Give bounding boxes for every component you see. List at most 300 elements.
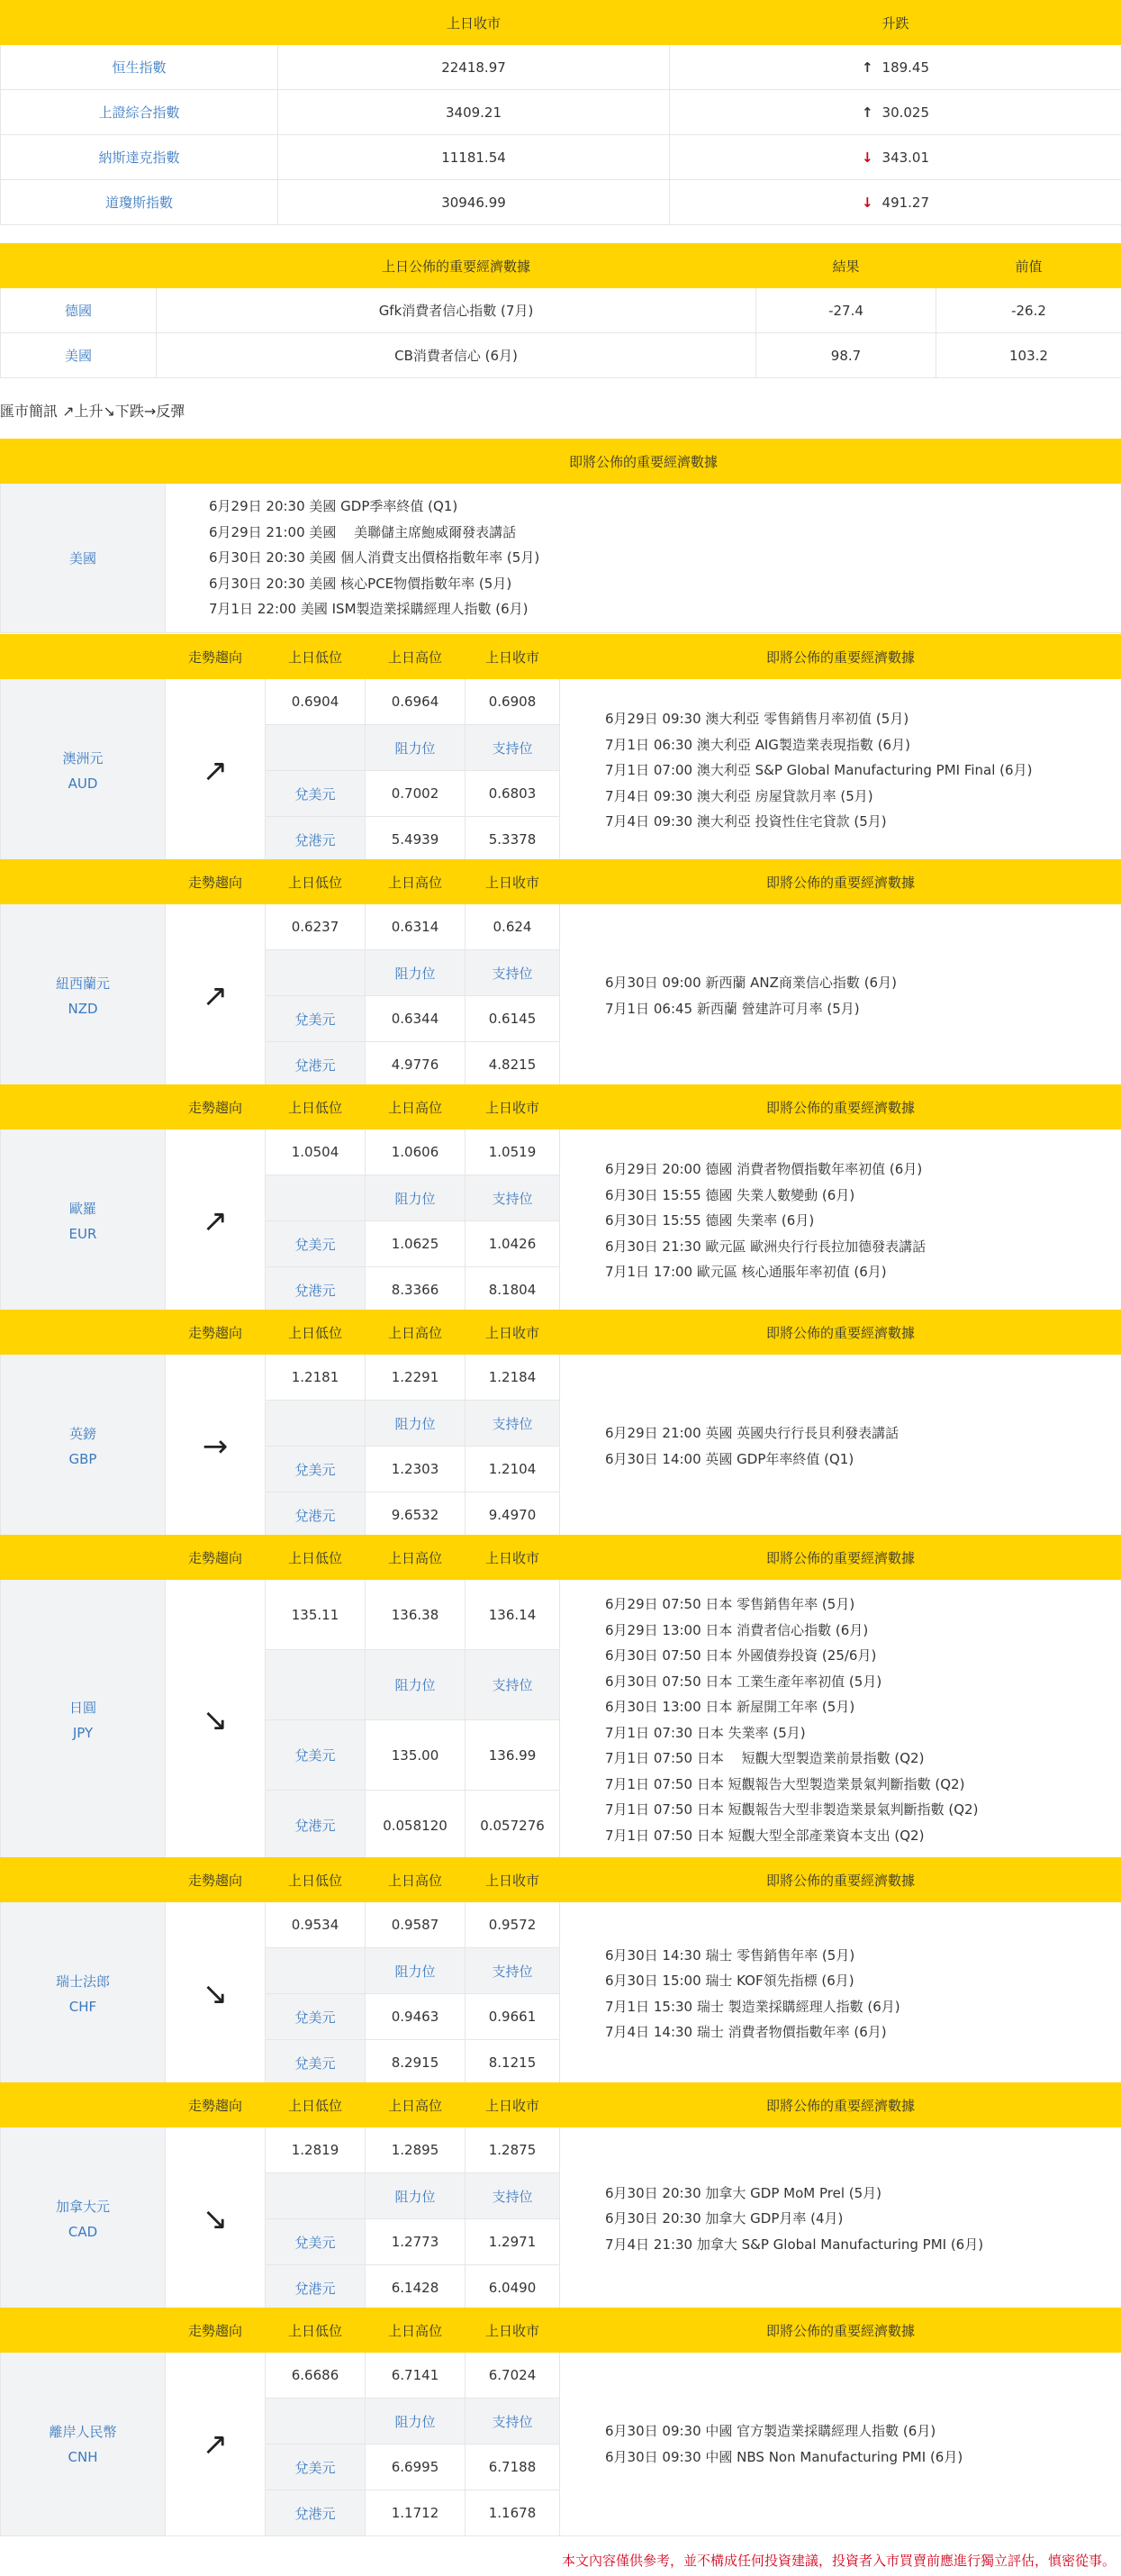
- currency-header-row: [1, 1311, 1121, 1355]
- support-value: 1.0426: [466, 1221, 560, 1267]
- header-blank: [1, 1085, 166, 1129]
- prev-close: 0.624: [466, 904, 560, 950]
- cross-label: 兌港元: [266, 2265, 366, 2311]
- event-item: 7月1日 17:00 歐元區 核心通脹年率初值 (6月): [605, 1264, 887, 1281]
- header-close: 上日收市: [466, 2308, 560, 2353]
- us-header-blank: [1, 440, 166, 484]
- header-blank: [1, 860, 166, 904]
- resistance-value: 0.6344: [366, 996, 466, 1042]
- currency-name: 日圓: [68, 1699, 96, 1716]
- currency-block: [0, 1084, 1121, 1313]
- arrow-down-icon: ↓: [861, 149, 873, 166]
- arrow-up-icon: ↑: [861, 104, 873, 121]
- index-close: 3409.21: [278, 90, 670, 135]
- prev-close: 1.0519: [466, 1129, 560, 1175]
- resistance-value: 0.058120: [366, 1791, 466, 1861]
- resistance-value: 1.0625: [366, 1221, 466, 1267]
- resistance-value: 135.00: [366, 1720, 466, 1791]
- support-label: 支持位: [466, 2399, 560, 2444]
- header-high: 上日高位: [366, 2083, 466, 2127]
- indices-header-row: [1, 1, 1121, 45]
- event-item: 7月4日 21:30 加拿大 S&P Global Manufacturing PMI (6月): [605, 2236, 984, 2253]
- cross-label: 兌美元: [266, 1994, 366, 2040]
- prev-high: 136.38: [366, 1580, 466, 1650]
- index-change: 491.27: [881, 194, 930, 211]
- resistance-label: 阻力位: [366, 950, 466, 996]
- currency-name-cell: [1, 1355, 166, 1538]
- prev-close: 0.6908: [466, 679, 560, 725]
- currency-block: [0, 1310, 1121, 1538]
- cross-label: 兌美元: [266, 771, 366, 817]
- event-item: 7月1日 07:50 日本 短觀大型製造業前景指數 (Q2): [605, 1750, 925, 1766]
- trend-arrow-icon: ↗: [166, 2353, 266, 2536]
- econ-prev-table: [0, 243, 1121, 378]
- currency-name: 澳洲元: [62, 749, 104, 766]
- index-close: 30946.99: [278, 180, 670, 225]
- index-close: 11181.54: [278, 135, 670, 180]
- currency-name-cell: [1, 1129, 166, 1313]
- header-close: 上日收市: [466, 1858, 560, 1902]
- econ-prev-header-row: [1, 244, 1121, 288]
- prev-close: 6.7024: [466, 2353, 560, 2399]
- prev-high: 0.6964: [366, 679, 466, 725]
- resistance-label: 阻力位: [366, 2173, 466, 2219]
- event-item: 6月29日 21:00 英國 英國央行行長貝利發表講話: [605, 1425, 900, 1441]
- currency-code: NZD: [68, 1000, 98, 1017]
- header-high: 上日高位: [366, 1858, 466, 1902]
- currency-name-cell: [1, 904, 166, 1088]
- index-change-cell: [670, 90, 1121, 135]
- prev-low: 6.6686: [266, 2353, 366, 2399]
- event-item: 6月30日 09:30 中國 官方製造業採購經理人指數 (6月): [605, 2423, 936, 2439]
- resistance-value: 0.7002: [366, 771, 466, 817]
- econ-prev-header-prev: 前值: [936, 244, 1121, 288]
- event-item: 7月1日 15:30 瑞士 製造業採購經理人指數 (6月): [605, 1998, 900, 2015]
- header-low: 上日低位: [266, 1536, 366, 1580]
- resistance-label: 阻力位: [366, 725, 466, 771]
- cross-label: 兌美元: [266, 2219, 366, 2265]
- trend-arrow-icon: ↗: [166, 679, 266, 863]
- resistance-value: 1.1712: [366, 2490, 466, 2536]
- currency-block: [0, 2082, 1121, 2311]
- support-value: 0.6145: [466, 996, 560, 1042]
- header-blank: [1, 1311, 166, 1355]
- currency-block: [0, 1535, 1121, 1861]
- header-upcoming: 即將公佈的重要經濟數據: [560, 860, 1121, 904]
- econ-prev-row: [1, 333, 1121, 378]
- index-change: 189.45: [881, 59, 930, 76]
- index-name: 恒生指數: [1, 45, 278, 90]
- levels-blank: [266, 2399, 366, 2444]
- event-item: 6月30日 09:00 新西蘭 ANZ商業信心指數 (6月): [605, 975, 897, 991]
- econ-prev-header-result: 結果: [756, 244, 936, 288]
- currency-name: 英鎊: [68, 1425, 96, 1442]
- cross-label: 兌美元: [266, 2040, 366, 2086]
- event-item: 6月29日 20:00 德國 消費者物價指數年率初值 (6月): [605, 1161, 923, 1178]
- us-upcoming-row: [1, 484, 1121, 633]
- currency-header-row: [1, 2083, 1121, 2127]
- support-label: 支持位: [466, 1650, 560, 1720]
- econ-result: 98.7: [756, 333, 936, 378]
- econ-country: 美國: [1, 333, 157, 378]
- econ-prev-value: 103.2: [936, 333, 1121, 378]
- header-trend: 走勢趨向: [166, 860, 266, 904]
- header-blank: [1, 1536, 166, 1580]
- currency-row-prices: [1, 1129, 1121, 1175]
- resistance-value: 1.2303: [366, 1447, 466, 1492]
- header-high: 上日高位: [366, 2308, 466, 2353]
- currency-row-prices: [1, 904, 1121, 950]
- levels-blank: [266, 725, 366, 771]
- header-close: 上日收市: [466, 635, 560, 679]
- resistance-value: 0.9463: [366, 1994, 466, 2040]
- event-item: 6月30日 07:50 日本 工業生產年率初值 (5月): [605, 1673, 882, 1690]
- support-label: 支持位: [466, 725, 560, 771]
- index-close: 22418.97: [278, 45, 670, 90]
- header-high: 上日高位: [366, 1536, 466, 1580]
- event-item: 6月29日 13:00 日本 消費者信心指數 (6月): [605, 1621, 869, 1638]
- header-high: 上日高位: [366, 1085, 466, 1129]
- index-row: [1, 180, 1121, 225]
- event-item: 7月1日 07:50 日本 短觀報告大型非製造業景氣判斷指數 (Q2): [605, 1801, 979, 1818]
- header-low: 上日低位: [266, 1085, 366, 1129]
- support-label: 支持位: [466, 1401, 560, 1447]
- header-upcoming: 即將公佈的重要經濟數據: [560, 1311, 1121, 1355]
- prev-low: 0.6237: [266, 904, 366, 950]
- levels-blank: [266, 1175, 366, 1221]
- cross-label: 兌港元: [266, 817, 366, 863]
- header-trend: 走勢趨向: [166, 1536, 266, 1580]
- prev-close: 0.9572: [466, 1902, 560, 1948]
- prev-close: 136.14: [466, 1580, 560, 1650]
- econ-prev-row: [1, 288, 1121, 333]
- support-value: 8.1215: [466, 2040, 560, 2086]
- currency-block: [0, 634, 1121, 863]
- currency-header-row: [1, 860, 1121, 904]
- resistance-value: 1.2773: [366, 2219, 466, 2265]
- levels-blank: [266, 1948, 366, 1994]
- support-value: 9.4970: [466, 1492, 560, 1538]
- resistance-value: 6.1428: [366, 2265, 466, 2311]
- header-trend: 走勢趨向: [166, 635, 266, 679]
- us-event: 6月29日 20:30 美國 GDP季率終值 (Q1): [209, 498, 458, 515]
- header-low: 上日低位: [266, 2308, 366, 2353]
- currency-name: 加拿大元: [55, 2198, 110, 2215]
- upcoming-events: [560, 679, 1121, 863]
- header-trend: 走勢趨向: [166, 2083, 266, 2127]
- econ-country: 德國: [1, 288, 157, 333]
- header-low: 上日低位: [266, 2083, 366, 2127]
- indices-table: [0, 0, 1121, 225]
- indices-header-close: 上日收市: [278, 1, 670, 45]
- header-upcoming: 即將公佈的重要經濟數據: [560, 2083, 1121, 2127]
- resistance-label: 阻力位: [366, 1175, 466, 1221]
- currency-header-row: [1, 1085, 1121, 1129]
- header-trend: 走勢趨向: [166, 2308, 266, 2353]
- index-change: 30.025: [881, 104, 930, 121]
- event-item: 7月4日 09:30 澳大利亞 房屋貸款月率 (5月): [605, 787, 873, 804]
- currency-row-prices: [1, 1902, 1121, 1948]
- prev-low: 135.11: [266, 1580, 366, 1650]
- header-high: 上日高位: [366, 635, 466, 679]
- currency-name-cell: [1, 2353, 166, 2536]
- currency-code: CAD: [68, 2223, 98, 2240]
- support-label: 支持位: [466, 1948, 560, 1994]
- prev-high: 1.2895: [366, 2127, 466, 2173]
- event-item: 7月4日 14:30 瑞士 消費者物價指數年率 (6月): [605, 2024, 887, 2040]
- header-upcoming: 即將公佈的重要經濟數據: [560, 1858, 1121, 1902]
- prev-high: 1.0606: [366, 1129, 466, 1175]
- support-value: 4.8215: [466, 1042, 560, 1088]
- support-value: 0.6803: [466, 771, 560, 817]
- upcoming-events: [560, 1355, 1121, 1538]
- event-item: 6月30日 15:55 德國 失業人數變動 (6月): [605, 1186, 855, 1203]
- event-item: 7月1日 07:50 日本 短觀報告大型製造業景氣判斷指數 (Q2): [605, 1775, 965, 1792]
- index-name: 納斯達克指數: [1, 135, 278, 180]
- resistance-label: 阻力位: [366, 1401, 466, 1447]
- index-name: 上證綜合指數: [1, 90, 278, 135]
- resistance-label: 阻力位: [366, 1650, 466, 1720]
- currency-name: 離岸人民幣: [49, 2423, 117, 2440]
- currency-row-prices: [1, 1580, 1121, 1650]
- header-upcoming: 即將公佈的重要經濟數據: [560, 1536, 1121, 1580]
- prev-high: 0.9587: [366, 1902, 466, 1948]
- resistance-value: 6.6995: [366, 2444, 466, 2490]
- currency-row-prices: [1, 2127, 1121, 2173]
- currency-name: 歐羅: [68, 1200, 96, 1217]
- event-item: 7月1日 07:00 澳大利亞 S&P Global Manufacturing PMI Final (6月): [605, 762, 1033, 779]
- us-upcoming-table: [0, 439, 1121, 633]
- header-upcoming: 即將公佈的重要經濟數據: [560, 1085, 1121, 1129]
- support-value: 0.9661: [466, 1994, 560, 2040]
- currency-header-row: [1, 2308, 1121, 2353]
- levels-blank: [266, 1650, 366, 1720]
- header-upcoming: 即將公佈的重要經濟數據: [560, 2308, 1121, 2353]
- resistance-label: 阻力位: [366, 1948, 466, 1994]
- header-high: 上日高位: [366, 860, 466, 904]
- header-blank: [1, 635, 166, 679]
- prev-high: 6.7141: [366, 2353, 466, 2399]
- us-event: 6月30日 20:30 美國 核心PCE物價指數年率 (5月): [209, 575, 512, 592]
- event-item: 7月1日 06:30 澳大利亞 AIG製造業表現指數 (6月): [605, 736, 910, 753]
- prev-close: 1.2875: [466, 2127, 560, 2173]
- support-value: 1.2104: [466, 1447, 560, 1492]
- support-value: 0.057276: [466, 1791, 560, 1861]
- currency-block: [0, 2308, 1121, 2536]
- prev-low: 0.9534: [266, 1902, 366, 1948]
- header-low: 上日低位: [266, 860, 366, 904]
- upcoming-events: [560, 2127, 1121, 2311]
- arrow-up-icon: ↑: [861, 59, 873, 76]
- us-event: 7月1日 22:00 美國 ISM製造業採購經理人指數 (6月): [209, 601, 529, 618]
- cross-label: 兌美元: [266, 1447, 366, 1492]
- resistance-value: 8.3366: [366, 1267, 466, 1313]
- event-item: 7月4日 09:30 澳大利亞 投資性住宅貸款 (5月): [605, 813, 887, 830]
- us-events-cell: [166, 484, 1121, 633]
- support-value: 5.3378: [466, 817, 560, 863]
- upcoming-events: [560, 1580, 1121, 1861]
- disclaimer: 本文內容僅供參考，並不構成任何投資建議，投資者入市買賣前應進行獨立評估，慎密從事。: [561, 2553, 1116, 2569]
- event-item: 7月1日 06:45 新西蘭 營建許可月率 (5月): [605, 1000, 860, 1017]
- currency-code: AUD: [68, 775, 98, 792]
- econ-item: Gfk消費者信心指數 (7月): [157, 288, 756, 333]
- event-item: 6月30日 13:00 日本 新屋開工年率 (5月): [605, 1699, 855, 1715]
- levels-blank: [266, 1401, 366, 1447]
- index-change-cell: [670, 180, 1121, 225]
- upcoming-events: [560, 1129, 1121, 1313]
- event-item: 6月30日 15:00 瑞士 KOF領先指標 (6月): [605, 1973, 854, 1989]
- trend-arrow-icon: ↘: [166, 1580, 266, 1861]
- currency-code: CHF: [68, 1998, 97, 2015]
- support-label: 支持位: [466, 2173, 560, 2219]
- resistance-value: 8.2915: [366, 2040, 466, 2086]
- currency-header-row: [1, 1858, 1121, 1902]
- index-change-cell: [670, 135, 1121, 180]
- currency-header-row: [1, 635, 1121, 679]
- header-blank: [1, 2083, 166, 2127]
- resistance-value: 5.4939: [366, 817, 466, 863]
- currency-code: JPY: [72, 1724, 94, 1741]
- trend-arrow-icon: ↗: [166, 1129, 266, 1313]
- currency-block: [0, 859, 1121, 1088]
- prev-high: 1.2291: [366, 1355, 466, 1401]
- upcoming-events: [560, 1902, 1121, 2086]
- index-row: [1, 135, 1121, 180]
- header-low: 上日低位: [266, 1311, 366, 1355]
- event-item: 6月30日 21:30 歐元區 歐洲央行行長拉加德發表講話: [605, 1238, 927, 1255]
- support-value: 1.1678: [466, 2490, 560, 2536]
- index-change: 343.01: [881, 149, 930, 166]
- index-row: [1, 90, 1121, 135]
- cross-label: 兌港元: [266, 2490, 366, 2536]
- cross-label: 兌美元: [266, 1720, 366, 1791]
- header-close: 上日收市: [466, 2083, 560, 2127]
- currency-row-prices: [1, 679, 1121, 725]
- resistance-value: 9.6532: [366, 1492, 466, 1538]
- event-item: 6月30日 14:00 英國 GDP年率終值 (Q1): [605, 1450, 854, 1467]
- index-name: 道瓊斯指數: [1, 180, 278, 225]
- event-item: 6月30日 07:50 日本 外國債券投資 (25/6月): [605, 1647, 877, 1664]
- support-value: 8.1804: [466, 1267, 560, 1313]
- header-close: 上日收市: [466, 1536, 560, 1580]
- currency-row-prices: [1, 2353, 1121, 2399]
- cross-label: 兌港元: [266, 1791, 366, 1861]
- cross-label: 兌港元: [266, 1267, 366, 1313]
- prev-low: 0.6904: [266, 679, 366, 725]
- header-low: 上日低位: [266, 1858, 366, 1902]
- event-item: 7月1日 07:30 日本 失業率 (5月): [605, 1724, 806, 1741]
- econ-prev-header-item: 上日公佈的重要經濟數據: [157, 244, 756, 288]
- support-value: 6.7188: [466, 2444, 560, 2490]
- header-upcoming: 即將公佈的重要經濟數據: [560, 635, 1121, 679]
- currency-name-cell: [1, 1902, 166, 2086]
- resistance-value: 4.9776: [366, 1042, 466, 1088]
- prev-low: 1.2819: [266, 2127, 366, 2173]
- header-trend: 走勢趨向: [166, 1085, 266, 1129]
- currency-code: GBP: [68, 1450, 97, 1467]
- header-high: 上日高位: [366, 1311, 466, 1355]
- header-blank: [1, 2308, 166, 2353]
- event-item: 6月30日 20:30 加拿大 GDP MoM Prel (5月): [605, 2184, 882, 2201]
- levels-blank: [266, 2173, 366, 2219]
- currency-row-prices: [1, 1355, 1121, 1401]
- prev-low: 1.0504: [266, 1129, 366, 1175]
- currency-name-cell: [1, 2127, 166, 2311]
- currency-header-row: [1, 1536, 1121, 1580]
- econ-item: CB消費者信心 (6月): [157, 333, 756, 378]
- levels-blank: [266, 950, 366, 996]
- header-trend: 走勢趨向: [166, 1311, 266, 1355]
- support-label: 支持位: [466, 1175, 560, 1221]
- arrow-down-icon: ↓: [861, 194, 873, 211]
- header-close: 上日收市: [466, 1311, 560, 1355]
- upcoming-events: [560, 2353, 1121, 2536]
- event-item: 6月30日 15:55 德國 失業率 (6月): [605, 1212, 815, 1229]
- econ-prev-value: -26.2: [936, 288, 1121, 333]
- cross-label: 兌美元: [266, 1221, 366, 1267]
- header-blank: [1, 1858, 166, 1902]
- us-upcoming-header: 即將公佈的重要經濟數據: [166, 440, 1121, 484]
- header-low: 上日低位: [266, 635, 366, 679]
- event-item: 7月1日 07:50 日本 短觀大型全部產業資本支出 (Q2): [605, 1827, 925, 1844]
- header-close: 上日收市: [466, 1085, 560, 1129]
- support-value: 136.99: [466, 1720, 560, 1791]
- support-value: 1.2971: [466, 2219, 560, 2265]
- cross-label: 兌美元: [266, 2444, 366, 2490]
- resistance-label: 阻力位: [366, 2399, 466, 2444]
- us-event: 6月29日 21:00 美國 美聯儲主席鮑威爾發表講話: [209, 523, 517, 540]
- prev-low: 1.2181: [266, 1355, 366, 1401]
- cross-label: 兌港元: [266, 1042, 366, 1088]
- trend-arrow-icon: →: [166, 1355, 266, 1538]
- support-label: 支持位: [466, 950, 560, 996]
- trend-arrow-icon: ↘: [166, 1902, 266, 2086]
- cross-label: 兌美元: [266, 996, 366, 1042]
- currency-code: EUR: [68, 1225, 97, 1242]
- currency-name: 瑞士法郎: [55, 1973, 110, 1990]
- indices-header-blank: [1, 1, 278, 45]
- currency-name-cell: [1, 679, 166, 863]
- us-upcoming-header-row: [1, 440, 1121, 484]
- prev-high: 0.6314: [366, 904, 466, 950]
- currency-name: 紐西蘭元: [55, 975, 110, 992]
- upcoming-events: [560, 904, 1121, 1088]
- prev-close: 1.2184: [466, 1355, 560, 1401]
- us-country: 美國: [1, 484, 166, 633]
- header-trend: 走勢趨向: [166, 1858, 266, 1902]
- event-item: 6月30日 14:30 瑞士 零售銷售年率 (5月): [605, 1946, 855, 1964]
- index-row: [1, 45, 1121, 90]
- us-event: 6月30日 20:30 美國 個人消費支出價格指數年率 (5月): [209, 549, 540, 567]
- event-item: 6月29日 09:30 澳大利亞 零售銷售月率初值 (5月): [605, 711, 909, 728]
- currency-name-cell: [1, 1580, 166, 1861]
- fx-brief-legend: 匯市簡訊 ↗上升↘下跌→反彈: [0, 403, 185, 420]
- cross-label: 兌港元: [266, 1492, 366, 1538]
- indices-header-change: 升跌: [670, 1, 1121, 45]
- econ-prev-header-blank: [1, 244, 157, 288]
- event-item: 6月30日 09:30 中國 NBS Non Manufacturing PMI (6月): [605, 2448, 963, 2465]
- trend-arrow-icon: ↗: [166, 904, 266, 1088]
- currency-block: [0, 1857, 1121, 2086]
- econ-result: -27.4: [756, 288, 936, 333]
- currency-code: CNH: [68, 2448, 98, 2465]
- event-item: 6月29日 07:50 日本 零售銷售年率 (5月): [605, 1596, 855, 1612]
- header-close: 上日收市: [466, 860, 560, 904]
- support-value: 6.0490: [466, 2265, 560, 2311]
- index-change-cell: [670, 45, 1121, 90]
- event-item: 6月30日 20:30 加拿大 GDP月率 (4月): [605, 2210, 844, 2227]
- trend-arrow-icon: ↘: [166, 2127, 266, 2311]
